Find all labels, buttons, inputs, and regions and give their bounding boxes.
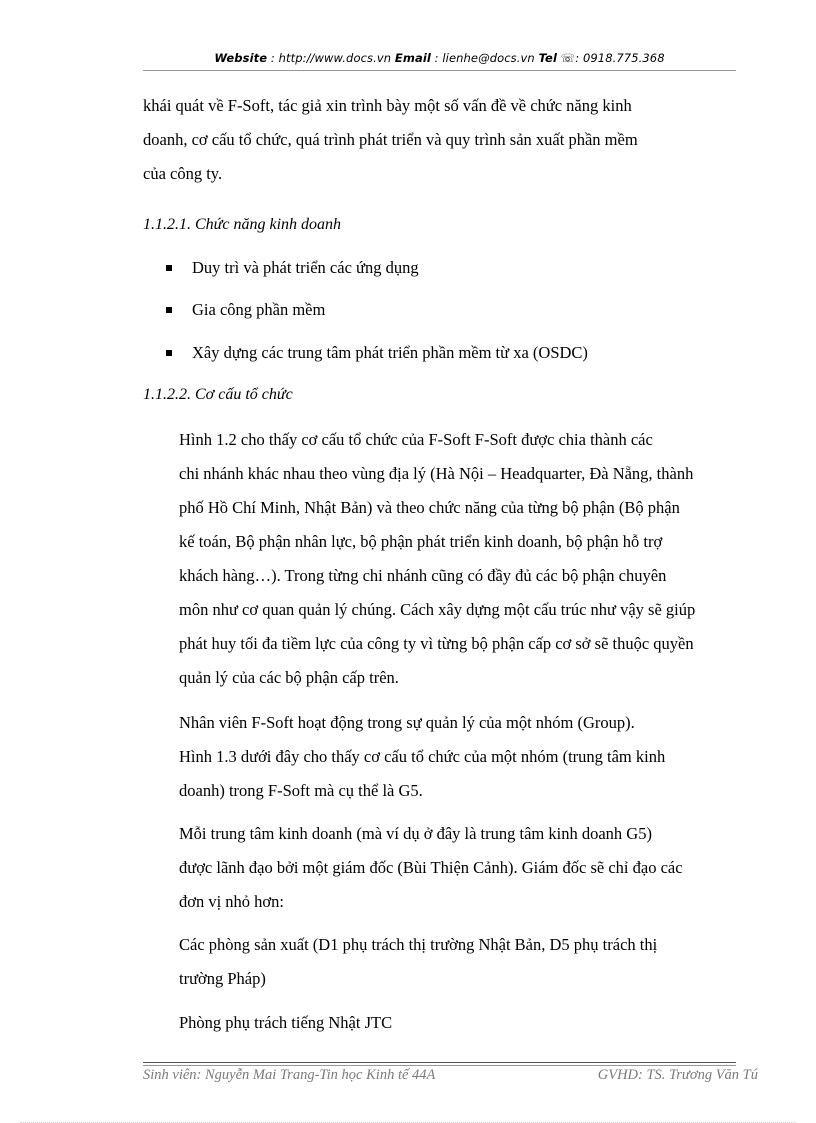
paragraph-production-units	[143, 928, 733, 996]
text-line: chi nhánh khác nhau theo vùng địa lý (Hà Nội – Headquarter, Đà Nẵng, thành	[179, 464, 694, 483]
text-line: phát huy tối đa tiềm lực của công ty vì từng bộ phận cấp cơ sở sẽ thuộc quyền	[179, 634, 694, 653]
website-link[interactable]: : http://www.docs.vn	[267, 51, 395, 65]
text-line: doanh, cơ cấu tổ chức, quá trình phát triển và quy trình sản xuất phần mềm	[143, 130, 638, 149]
text-line: trường Pháp)	[179, 969, 266, 988]
website-label: Website	[214, 51, 268, 65]
footer-advisor: GVHD: TS. Trương Văn Tú	[597, 1067, 758, 1083]
section-heading-business-functions: 1.1.2.1. Chức năng kinh doanh	[143, 216, 342, 233]
text-line: được lãnh đạo bởi một giám đốc (Bùi Thiện Cảnh). Giám đốc sẽ chỉ đạo các	[179, 858, 683, 877]
text-line: quản lý của các bộ phận cấp trên.	[179, 668, 399, 687]
list-item-label: Xây dựng các trung tâm phát triển phần mềm từ xa (OSDC)	[192, 343, 588, 362]
paragraph-org-structure	[143, 423, 733, 695]
text-line: Các phòng sản xuất (D1 phụ trách thị trường Nhật Bản, D5 phụ trách thị	[179, 935, 658, 954]
text-line: môn như cơ quan quản lý chúng. Cách xây dựng một cấu trúc như vậy sẽ giúp	[179, 600, 696, 619]
text-line: Mỗi trung tâm kinh doanh (mà ví dụ ở đây là trung tâm kinh doanh G5)	[179, 824, 652, 843]
list-item	[166, 343, 588, 363]
bullet-square-icon	[166, 350, 172, 356]
email-label: Email	[394, 51, 431, 65]
footer-student: Sinh viên: Nguyễn Mai Trang-Tin học Kinh tế 44A	[143, 1067, 436, 1083]
footer-rule	[143, 1062, 736, 1063]
paragraph-jtc	[143, 1006, 733, 1040]
section-heading-org-structure: 1.1.2.2. Cơ cấu tổ chức	[143, 386, 293, 403]
page-header	[143, 51, 736, 65]
list-item	[166, 258, 419, 278]
list-item-label: Gia công phần mềm	[192, 300, 326, 319]
text-line: Hình 1.3 dưới đây cho thấy cơ cấu tổ chức của một nhóm (trung tâm kinh	[179, 747, 666, 766]
bullet-square-icon	[166, 307, 172, 313]
tel-label: Tel	[538, 51, 557, 65]
bullet-square-icon	[166, 265, 172, 271]
text-line: đơn vị nhỏ hơn:	[179, 892, 284, 911]
intro-paragraph	[143, 89, 733, 191]
header-rule	[143, 70, 736, 71]
text-line: của công ty.	[143, 164, 223, 183]
phone-icon: ☏	[560, 51, 576, 65]
text-line: kế toán, Bộ phận nhân lực, bộ phận phát triển kinh doanh, bộ phận hỗ trợ	[179, 532, 663, 551]
text-line: phố Hồ Chí Minh, Nhật Bản) và theo chức năng của từng bộ phận (Bộ phận	[179, 498, 680, 517]
paragraph-group-management	[143, 706, 733, 808]
text-line: khách hàng…). Trong từng chi nhánh cũng có đầy đủ các bộ phận chuyên	[179, 566, 667, 585]
list-item	[166, 300, 325, 320]
text-line: khái quát về F-Soft, tác giả xin trình bày một số vấn đề về chức năng kinh	[143, 96, 632, 115]
tel-value: : 0918.775.368	[575, 51, 665, 65]
footer-rule-secondary	[143, 1065, 736, 1066]
paragraph-business-center	[143, 817, 733, 919]
text-line: Nhân viên F-Soft hoạt động trong sự quản lý của một nhóm (Group).	[179, 713, 635, 732]
text-line: Phòng phụ trách tiếng Nhật JTC	[179, 1013, 393, 1032]
email-link[interactable]: : lienhe@docs.vn	[430, 51, 539, 65]
text-line: Hình 1.2 cho thấy cơ cấu tổ chức của F-Soft F-Soft được chia thành các	[179, 430, 653, 449]
list-item-label: Duy trì và phát triển các ứng dụng	[192, 258, 419, 277]
text-line: doanh) trong F-Soft mà cụ thể là G5.	[179, 781, 423, 800]
